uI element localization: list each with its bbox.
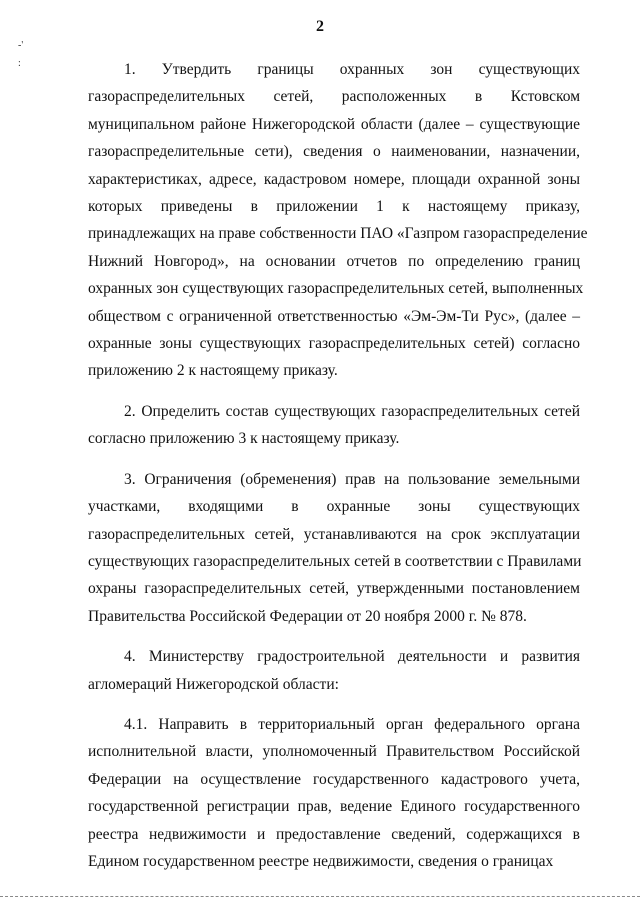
text-line: характеристиках, адресе, кадастровом номере, площади охранной зоны [88,170,580,188]
document-body [88,56,588,875]
text-line: приложению 2 к настоящему приказу. [88,362,338,380]
text-line: принадлежащих на праве собственности ПАО «Газпром газораспределение [88,225,588,243]
text-line: 4.1. Направить в территориальный орган федерального органа [124,715,580,733]
text-line: согласно приложению 3 к настоящему приказу. [88,430,400,448]
text-line: 4. Министерству градостроительной деятельности и развития [124,648,580,666]
scan-mark: : [18,58,21,69]
paragraph-1 [88,56,588,385]
text-line: которых приведены в приложении 1 к настоящему приказу, [88,198,580,216]
text-line: 1. Утвердить границы охранных зон существующих [124,61,580,78]
text-line: Едином государственном реестре недвижимости, сведения о границах [88,852,554,870]
text-line: охраны газораспределительных сетей, утвержденными постановлением [88,580,580,598]
text-line: Федерации на осуществление государственного кадастрового учета, [88,770,580,788]
text-line: обществом с ограниченной ответственностью «Эм-Эм-Ти Рус», (далее – [88,307,580,325]
text-line: Правительства Российской Федерации от 20 ноября 2000 г. № 878. [88,607,527,625]
text-line: агломераций Нижегородской области: [88,675,339,693]
text-line: исполнительной власти, уполномоченный Правительством Российской [88,743,580,761]
text-line: существующих газораспределительных сетей в соответствии с Правилами [88,552,582,570]
paragraph-5 [88,711,580,875]
paragraph-4 [88,643,580,698]
text-line: муниципальном районе Нижегородской области (далее – существующие [88,115,580,133]
text-line: участками, входящими в охранные зоны существующих [88,498,580,516]
paragraph-2 [88,398,580,453]
text-line: охранные зоны существующих газораспределительных сетей) согласно [88,335,580,353]
page-number: 2 [316,18,324,35]
text-line: государственной регистрации прав, ведение Единого государственного [88,798,580,816]
text-line: 3. Ограничения (обременения) прав на пользование земельными [124,470,580,488]
scan-mark: -' [18,40,24,51]
paragraph-gap [88,385,580,398]
text-line: 2. Определить состав существующих газораспределительных сетей [124,402,580,420]
text-line: газораспределительные сети), сведения о наименовании, назначении, [88,143,580,161]
text-line: реестра недвижимости и предоставление сведений, содержащихся в [88,825,580,843]
paragraph-gap [88,630,580,643]
text-line: газораспределительных сетей, устанавливаются на срок эксплуатации [88,525,580,543]
text-line: охранных зон существующих газораспределительных сетей, выполненных [88,280,584,298]
paragraph-gap [88,698,580,711]
paragraph-gap [88,453,580,466]
text-line: газораспределительных сетей, расположенных в Кстовском [88,88,580,106]
text-line: Нижний Новгород», на основании отчетов по определению границ [88,252,580,270]
page-edge-line [0,896,640,898]
paragraph-3 [88,466,580,630]
